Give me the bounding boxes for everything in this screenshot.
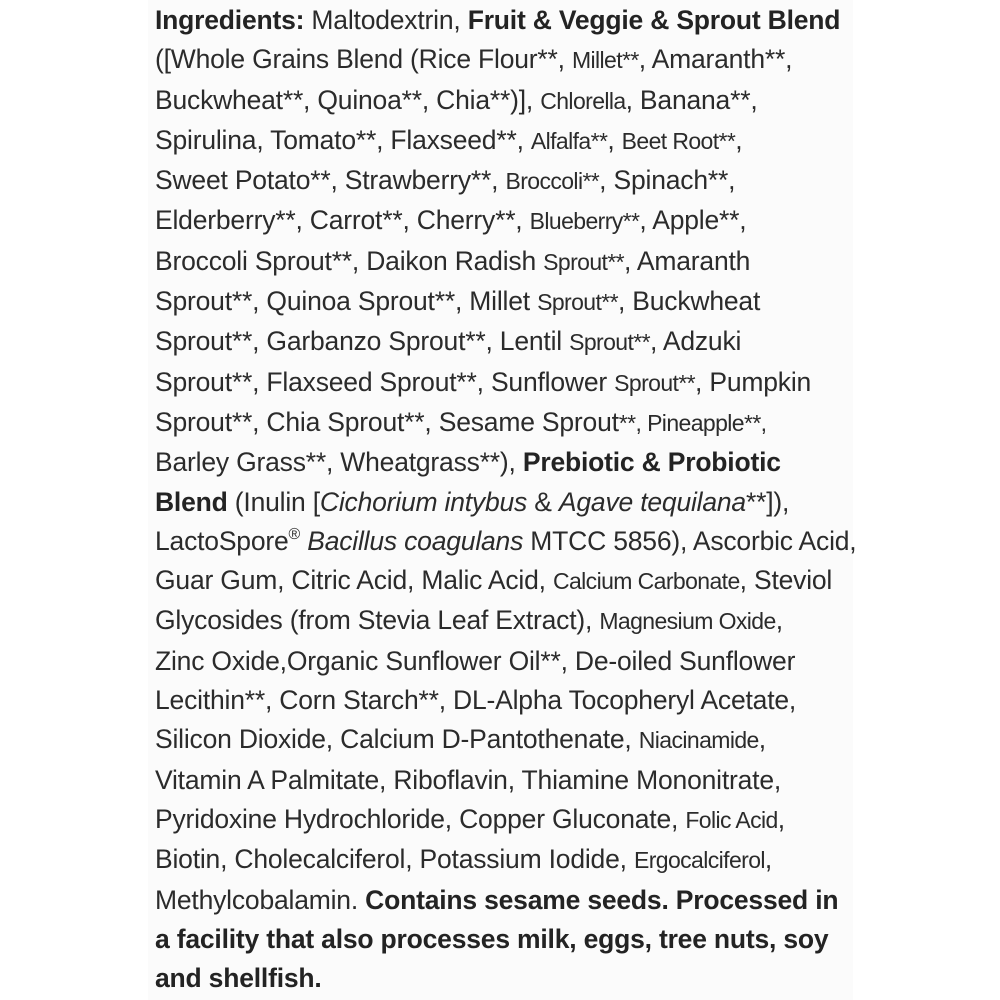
ingredient-line (155, 561, 845, 601)
italic-text: Cichorium intybus (319, 486, 528, 517)
ingredient-text: Calcium Carbonate (552, 568, 740, 595)
ingredient-text: Sprout** (543, 248, 625, 275)
ingredient-text: Sprout** (614, 369, 696, 396)
ingredient-line (155, 242, 845, 282)
ingredient-text: , (777, 803, 785, 834)
ingredient-line (155, 840, 845, 880)
ingredient-text: LactoSpore (155, 525, 289, 556)
ingredient-text: & (527, 486, 559, 517)
ingredient-line (155, 720, 845, 760)
ingredient-text: MTCC 5856), Ascorbic Acid, (523, 525, 857, 556)
ingredient-text: , (775, 605, 783, 636)
ingredient-line (155, 959, 845, 998)
bold-text: Fruit & Veggie & Sprout Blend (467, 5, 841, 35)
italic-text: Agave tequilana (558, 486, 746, 517)
ingredient-text: , Buckwheat (617, 286, 761, 317)
ingredient-text: Sprout**, Flaxseed Sprout**, Sunflower (155, 366, 615, 397)
ingredient-line (155, 403, 845, 443)
ingredient-text: Zinc Oxide,Organic Sunflower Oil**, De-oiled Sunflower (155, 645, 796, 676)
ingredient-text: , Spinach**, (599, 165, 736, 196)
ingredient-text: Spirulina, Tomato**, Flaxseed**, (155, 124, 531, 155)
ingredient-text: Beet Root** (621, 127, 736, 154)
ingredient-text: Sprout** (569, 329, 650, 356)
ingredient-text: Blueberry** (529, 208, 640, 235)
ingredient-text: Folic Acid (685, 806, 778, 833)
ingredient-text: , Amaranth (624, 245, 751, 276)
ingredient-line (155, 1, 845, 40)
ingredient-text: , (735, 124, 743, 155)
ingredient-text: Biotin, Cholecalciferol, Potassium Iodide, (155, 844, 634, 875)
ingredient-text: Sprout** (537, 289, 618, 316)
ingredient-text: Sprout**, Garbanzo Sprout**, Lentil (155, 326, 570, 357)
ingredient-text: Pyridoxine Hydrochloride, Copper Gluconate, (155, 803, 686, 834)
bold-text: a facility that also processes milk, eggs, tree nuts, soy (155, 923, 829, 954)
ingredient-text: **]), (745, 486, 790, 517)
ingredient-text: , (758, 724, 766, 755)
ingredient-text: (Inulin [ (227, 486, 320, 517)
ingredient-line (155, 761, 845, 800)
ingredient-text: Broccoli** (505, 168, 600, 195)
ingredient-line (155, 522, 857, 561)
ingredient-line (155, 483, 845, 522)
ingredient-line (155, 920, 845, 959)
ingredient-text: Millet** (571, 47, 639, 74)
ingredient-line (155, 681, 845, 720)
ingredient-text: Glycosides (from Stevia Leaf Extract), (155, 605, 600, 636)
ingredient-text: ([Whole Grains Blend (Rice Flour**, (155, 44, 572, 75)
ingredient-text: , Apple**, (639, 205, 747, 236)
ingredient-text: Silicon Dioxide, Calcium D-Pantothenate, (155, 724, 639, 755)
ingredient-line (155, 121, 845, 161)
ingredient-text: Barley Grass**, Wheatgrass**), (155, 447, 523, 478)
ingredient-text: Methylcobalamin. (155, 884, 366, 915)
ingredient-text: , Banana**, (625, 84, 758, 115)
ingredient-text: **, Pineapple**, (618, 409, 767, 436)
ingredient-line (155, 443, 845, 482)
ingredient-text: Sweet Potato**, Strawberry**, (155, 165, 506, 196)
ingredient-line (155, 322, 845, 362)
ingredient-text: ® (288, 525, 301, 543)
ingredient-line (155, 282, 845, 322)
ingredient-text: Broccoli Sprout**, Daikon Radish (155, 245, 544, 276)
ingredient-text: Sprout**, Chia Sprout**, Sesame Sprout (155, 406, 619, 437)
ingredient-line (155, 201, 845, 241)
ingredient-text: Maltodextrin, (304, 5, 468, 35)
ingredient-text: Ergocalciferol (633, 847, 765, 874)
ingredient-text: Sprout**, Quinoa Sprout**, Millet (155, 286, 538, 317)
ingredient-text: , (764, 844, 773, 875)
ingredient-text: Guar Gum, Citric Acid, Malic Acid, (155, 565, 553, 596)
ingredient-line (155, 601, 845, 641)
ingredient-text: Lecithin**, Corn Starch**, DL-Alpha Tocopheryl Acetate, (155, 685, 797, 716)
ingredient-text: Vitamin A Palmitate, Riboflavin, Thiamine Mononitrate, (155, 764, 782, 795)
ingredient-line (155, 800, 845, 840)
ingredients-list (155, 1, 857, 998)
ingredient-text: Chlorella (540, 87, 626, 114)
ingredient-text: Niacinamide (638, 727, 759, 754)
ingredient-text: , Adzuki (649, 326, 742, 357)
bold-text: Blend (155, 486, 228, 517)
ingredient-text: , (607, 124, 622, 155)
ingredient-line (155, 881, 845, 920)
bold-text: Ingredients: (155, 5, 305, 35)
ingredient-line (155, 81, 845, 121)
bold-text: Prebiotic & Probiotic (522, 447, 781, 478)
ingredient-text: , Pumpkin (695, 366, 812, 397)
ingredient-line (155, 642, 845, 681)
package-edge (853, 0, 1000, 1000)
bold-text: and shellfish. (155, 963, 322, 994)
ingredient-text: Elderberry**, Carrot**, Cherry**, (155, 205, 530, 236)
ingredient-text: Alfalfa** (530, 127, 608, 154)
ingredient-line (155, 363, 845, 403)
ingredient-line (155, 161, 845, 201)
ingredient-text: Buckwheat**, Quinoa**, Chia**)], (155, 84, 541, 115)
ingredient-text: Magnesium Oxide (599, 608, 776, 635)
bold-text: Contains sesame seeds. Processed in (365, 884, 839, 915)
ingredient-text: , Amaranth**, (638, 44, 793, 75)
ingredient-text: , Steviol (739, 565, 833, 596)
italic-text: Bacillus coagulans (307, 525, 524, 556)
ingredient-line (155, 40, 845, 80)
